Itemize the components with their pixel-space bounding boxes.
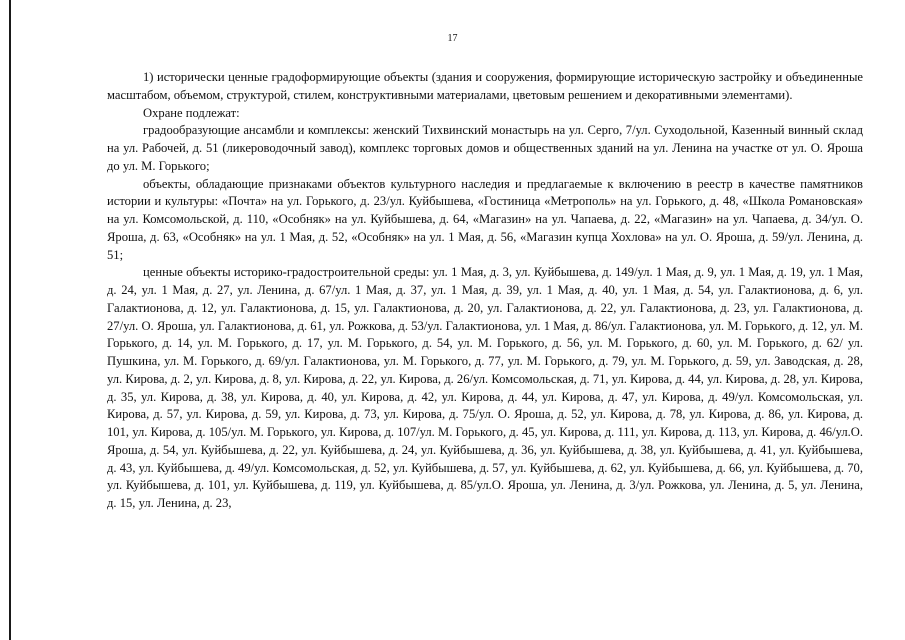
page-number: 17 (447, 33, 458, 44)
paragraph-heritage-candidates: объекты, обладающие признаками объектов культурного наследия и предлагаемые к включению в реестр в качестве памятников истории и культуры: «Почта» на ул. Горького, д. 23/ул. Куйбышева, «Гостиница «Метрополь» на ул. Горького, д. 48, «Школа Романовская» на ул. Комсомольской, д. 110, «Особняк» на ул. Куйбышева, д. 64, «Магазин» на ул. Чапаева, д. 22, «Магазин» на ул. Чапаева, д. 34/ул. О. Яроша, д. 63, «Особняк» на ул. 1 Мая, д. 52, «Особняк» на ул. 1 Мая, д. 56, «Магазин купца Хохлова» на ул. О. Яроша, д. 59/ул. Ленина, д. 51; (107, 176, 863, 262)
paragraph-protection-heading: Охране подлежат: (143, 105, 240, 120)
paragraph-valuable-environment: ценные объекты историко-градостроительной среды: ул. 1 Мая, д. 3, ул. Куйбышева, д. 149/ул. 1 Мая, д. 9, ул. 1 Мая, д. 19, ул. 1 Мая, д. 24, ул. 1 Мая, д. 27, ул. Ленина, д. 67/ул. 1 Мая, д. 37, ул. 1 Мая, д. 39, ул. 1 Мая, д. 40, ул. 1 Мая, д. 54, ул. Галактионова, д. 6, ул. Галактионова, д. 12, ул. Галактионова, д. 15, ул. Галактионова, д. 20, ул. Галактионова, д. 22, ул. Галактионова, д. 23, ул. Галактионова, д. 27/ул. О. Яроша, ул. Галактионова, д. 61, ул. Рожкова, д. 53/ул. Галактионова, ул. 1 Мая, д. 86/ул. Галактионова, ул. М. Горького, д. 12, ул. М. Горького, д. 14, ул. М. Горького, д. 17, ул. М. Горького, д. 54, ул. М. Горького, д. 56, ул. М. Горького, д. 60, ул. М. Горького, д. 62/ ул. Пушкина, ул. М. Горького, д. 69/ул. Галактионова, ул. М. Горького, д. 77, ул. М. Горького, д. 79, ул. М. Горького, д. 59, ул. Заводская, д. 28, ул. Кирова, д. 2, ул. Кирова, д. 8, ул. Кирова, д. 22, ул. Кирова, д. 26/ул. Комсомольская, д. 71, ул. Кирова, д. 44, ул. Кирова, д. 28, ул. Кирова, д. 35, ул. Кирова, д. 38, ул. Кирова, д. 40, ул. Кирова, д. 42, ул. Кирова, д. 44, ул. Кирова, д. 47, ул. Кирова, д. 49/ул. Комсомольская, ул. Кирова, д. 57, ул. Кирова, д. 59, ул. Кирова, д. 73, ул. Кирова, д. 75/ул. О. Яроша, д. 52, ул. Кирова, д. 78, ул. Кирова, д. 86, ул. Кирова, д. 101, ул. Кирова, д. 105/ул. М. Горького, ул. Кирова, д. 107/ул. М. Горького, д. 45, ул. Кирова, д. 111, ул. Кирова, д. 113, ул. Кирова, д. 46/ул.О. Яроша, д. 54, ул. Куйбышева, д. 22, ул. Куйбышева, д. 24, ул. Куйбышева, д. 36, ул. Куйбышева, д. 38, ул. Куйбышева, д. 41, ул. Куйбышева, д. 43, ул. Куйбышева, д. 49/ул. Комсомольская, д. 52, ул. Куйбышева, д. 57, ул. Куйбышева, д. 62, ул. Куйбышева, д. 66, ул. Куйбышева, д. 70, ул. Куйбышева, д. 101, ул. Куйбышева, д. 119, ул. Куйбышева, д. 85/ул.О. Яроша, ул. Ленина, д. 3/ул. Рожкова, ул. Ленина, д. 5, ул. Ленина, д. 15, ул. Ленина, д. 23, (107, 265, 863, 510)
page-edge-rule (9, 0, 11, 640)
paragraph-ensembles: градообразующие ансамбли и комплексы: женский Тихвинский монастырь на ул. Серго, 7/ул. Суходольной, Казенный винный склад на ул. Рабочей, д. 51 (ликероводочный завод), комплекс торговых домов и общественных зданий на ул. Ленина на участке от ул. О. Яроша до ул. М. Горького; (107, 123, 863, 173)
paragraph-historic-objects: 1) исторически ценные градоформирующие объекты (здания и сооружения, формирующие историческую застройку и объединенные масштабом, объемом, структурой, стилем, конструктивными материалами, цветовым решением и декоративными элементами). (107, 70, 863, 102)
document-body (107, 69, 863, 513)
